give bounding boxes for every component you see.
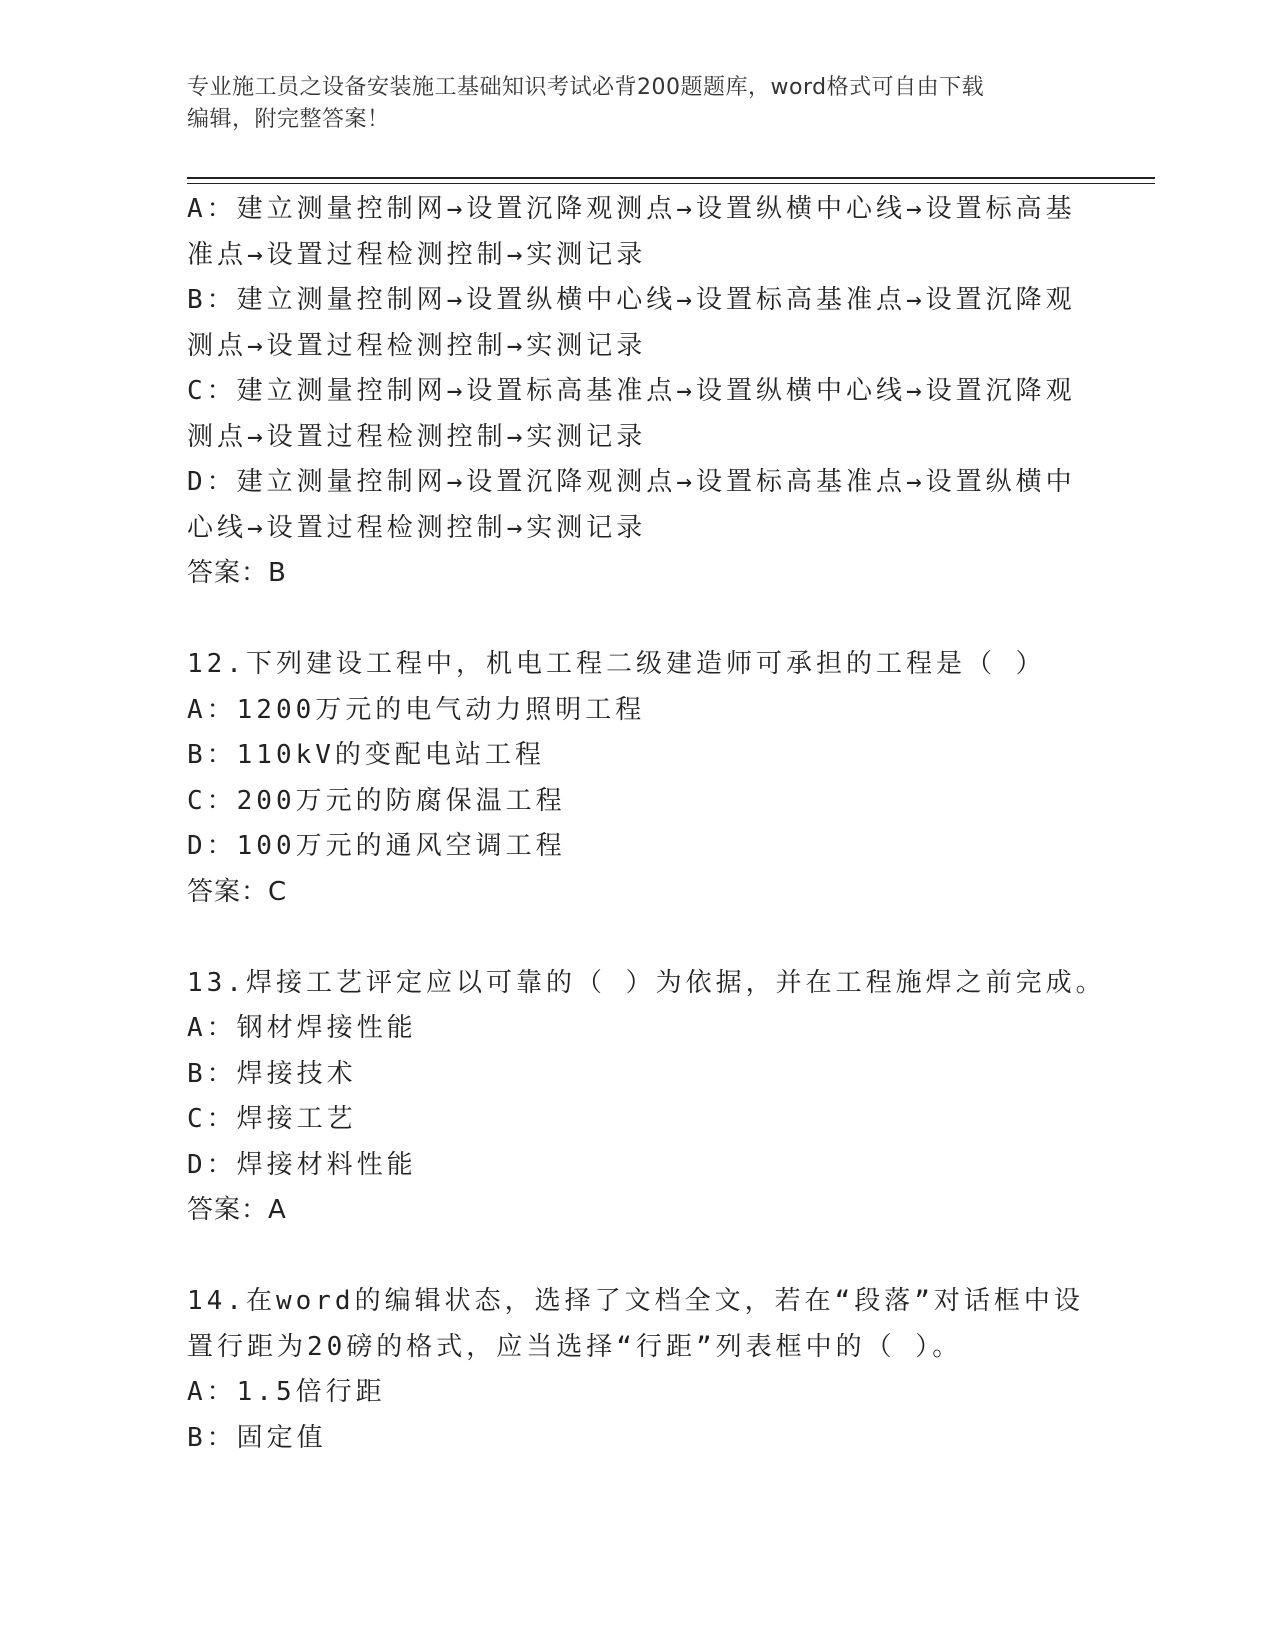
q11-answer: 答案：B: [187, 558, 287, 588]
question-list: [187, 187, 1106, 1461]
q13-option-d: D：焊接材料性能: [187, 1149, 417, 1180]
q14-option-a: A：1.5倍行距: [187, 1377, 386, 1407]
question-11-block: [187, 187, 1087, 597]
q11-option-d-line-2: 心线→设置过程检测控制→实测记录: [187, 512, 647, 543]
q11-option-c-line-2: 测点→设置过程检测控制→实测记录: [187, 421, 647, 452]
q12-answer: 答案：C: [187, 876, 288, 907]
question-14-block: [187, 1279, 1087, 1461]
q12-stem: 12.下列建设工程中，机电工程二级建造师可承担的工程是（ ）: [187, 649, 1046, 679]
q11-option-a-line-1: A：建立测量控制网→设置沉降观测点→设置纵横中心线→设置标高基: [187, 194, 1076, 224]
q13-option-c: C：焊接工艺: [187, 1104, 357, 1134]
document-header: [187, 72, 1077, 136]
q12-option-c: C：200万元的防腐保温工程: [187, 785, 566, 816]
q11-option-a-line-2: 准点→设置过程检测控制→实测记录: [187, 239, 647, 270]
header-divider-thick: [187, 177, 1155, 179]
q12-option-a: A：1200万元的电气动力照明工程: [187, 694, 646, 725]
q11-option-b-line-1: B：建立测量控制网→设置纵横中心线→设置标高基准点→设置沉降观: [187, 285, 1076, 315]
header-divider-thin: [187, 183, 1155, 184]
q13-option-a: A：钢材焊接性能: [187, 1013, 417, 1043]
q12-option-d: D：100万元的通风空调工程: [187, 831, 566, 861]
q14-stem-line-1: 14.在word的编辑状态，选择了文档全文，若在“段落”对话框中设: [187, 1286, 1084, 1316]
q13-option-b: B：焊接技术: [187, 1058, 357, 1089]
q12-option-b: B：110kV的变配电站工程: [187, 740, 545, 770]
q11-option-d-line-1: D：建立测量控制网→设置沉降观测点→设置标高基准点→设置纵横中: [187, 467, 1076, 497]
question-12-block: [187, 642, 1087, 915]
q14-stem-line-2: 置行距为20磅的格式，应当选择“行距”列表框中的（ ）。: [187, 1331, 963, 1362]
header-line-2: 编辑，附完整答案！: [187, 107, 390, 132]
q11-option-c-line-1: C：建立测量控制网→设置标高基准点→设置纵横中心线→设置沉降观: [187, 376, 1076, 406]
q13-answer: 答案：A: [187, 1195, 287, 1225]
q14-option-b: B：固定值: [187, 1422, 327, 1453]
q11-option-b-line-2: 测点→设置过程检测控制→实测记录: [187, 330, 647, 361]
q13-stem: 13.焊接工艺评定应以可靠的（ ）为依据，并在工程施焊之前完成。: [187, 967, 1106, 998]
header-line-1: 专业施工员之设备安装施工基础知识考试必背200题题库，word格式可自由下载: [187, 75, 985, 100]
question-13-block: [187, 961, 1106, 1234]
